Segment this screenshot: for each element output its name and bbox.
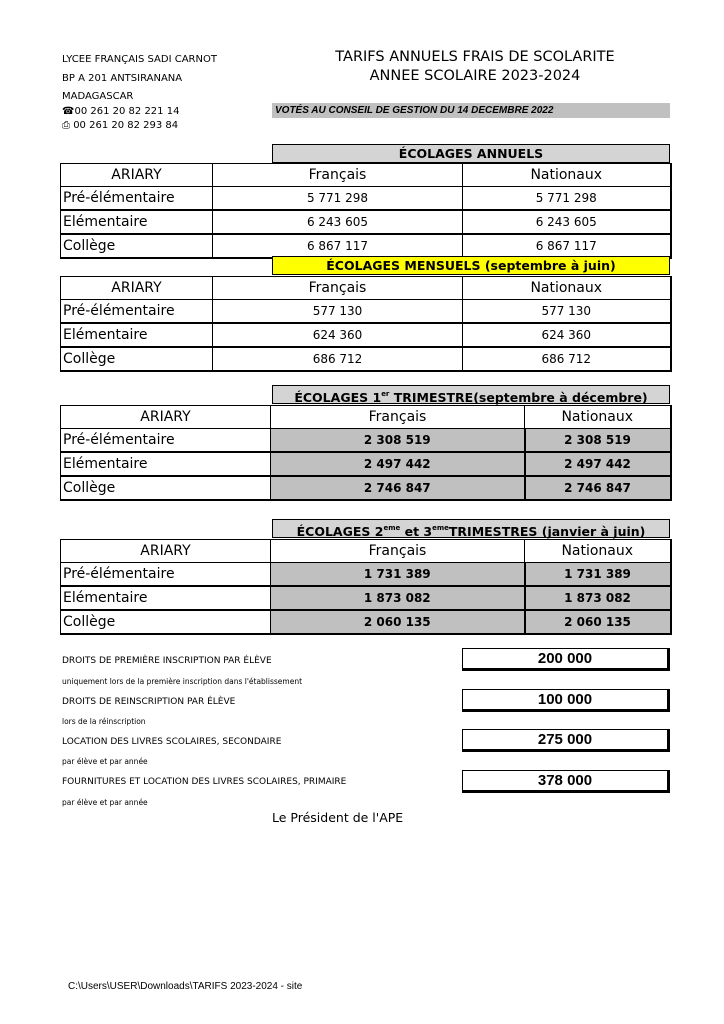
row-label: Pré-élémentaire (61, 429, 271, 453)
cell-national: 6 243 605 (463, 210, 671, 234)
cell-french: 2 497 442 (271, 452, 525, 476)
cell-french: 624 360 (213, 323, 463, 347)
row-label: Collège (61, 347, 213, 371)
table-row (61, 323, 671, 347)
row-label: Elémentaire (61, 586, 271, 610)
section-title-term1-sup: er (381, 390, 390, 398)
table-monthly (60, 276, 672, 372)
table-header-row (61, 277, 671, 300)
header-currency: ARIARY (61, 540, 271, 563)
fee-label: FOURNITURES ET LOCATION DES LIVRES SCOLAIRES, PRIMAIRE (62, 777, 347, 787)
fee-note: uniquement lors de la première inscription dans l'établissement (62, 677, 303, 686)
table-row (61, 187, 671, 211)
section-title-term23-b: TRIMESTRES (janvier à juin) (448, 524, 646, 539)
header-national: Nationaux (463, 164, 671, 187)
header-national: Nationaux (525, 406, 671, 429)
table-row (61, 452, 671, 476)
section-title-term23-mid: et 3 (400, 524, 433, 539)
fee-label: DROITS DE REINSCRIPTION PAR ÉLÈVE (62, 697, 236, 707)
row-label: Collège (61, 234, 213, 258)
cell-french: 2 308 519 (271, 429, 525, 453)
cell-national: 686 712 (463, 347, 671, 371)
page-title: TARIFS ANNUELS FRAIS DE SCOLARITE (335, 49, 615, 65)
cell-national: 624 360 (463, 323, 671, 347)
section-title-term23-sup2: eme (432, 524, 449, 532)
fee-note: lors de la réinscription (62, 717, 146, 726)
table-header-row (61, 406, 671, 429)
school-name: LYCEE FRANÇAIS SADI CARNOT (62, 54, 217, 65)
fee-amount: 100 000 (462, 689, 670, 712)
row-label: Pré-élémentaire (61, 187, 213, 211)
file-path: C:\Users\USER\Downloads\TARIFS 2023-2024 - site (68, 981, 303, 992)
row-label: Elémentaire (61, 323, 213, 347)
fee-amount: 275 000 (462, 729, 670, 752)
row-label: Collège (61, 476, 271, 500)
row-label: Elémentaire (61, 210, 213, 234)
header-currency: ARIARY (61, 164, 213, 187)
section-title-monthly: ÉCOLAGES MENSUELS (septembre à juin) (272, 256, 670, 275)
header-french: Français (213, 277, 463, 300)
cell-national: 2 060 135 (525, 610, 671, 634)
phone-number: 00 261 20 82 221 14 (74, 106, 180, 117)
section-title-term23-a: ÉCOLAGES 2 (296, 524, 384, 539)
fee-note: par élève et par année (62, 757, 148, 766)
cell-french: 1 873 082 (271, 586, 525, 610)
table-term1 (60, 405, 672, 501)
section-title-term23 (272, 519, 670, 538)
section-title-term23-sup1: eme (383, 524, 401, 532)
section-title-term1-a: ÉCOLAGES 1 (294, 390, 382, 405)
cell-french: 6 243 605 (213, 210, 463, 234)
cell-national: 2 497 442 (525, 452, 671, 476)
cell-national: 2 308 519 (525, 429, 671, 453)
cell-national: 1 873 082 (525, 586, 671, 610)
header-currency: ARIARY (61, 277, 213, 300)
school-phone (62, 106, 179, 118)
table-row (61, 476, 671, 500)
section-title-term1-b: TRIMESTRE(septembre à décembre) (389, 390, 648, 405)
fax-icon: ⎙ (62, 120, 70, 131)
header-french: Français (271, 540, 525, 563)
cell-french: 577 130 (213, 300, 463, 324)
fee-amount: 200 000 (462, 648, 670, 671)
signature-line: Le Président de l'APE (272, 810, 404, 825)
table-term23 (60, 539, 672, 635)
header-currency: ARIARY (61, 406, 271, 429)
header-national: Nationaux (463, 277, 671, 300)
cell-french: 2 746 847 (271, 476, 525, 500)
table-header-row (61, 540, 671, 563)
school-fax (62, 120, 178, 132)
header-national: Nationaux (525, 540, 671, 563)
school-po-box: BP A 201 ANTSIRANANA (62, 73, 183, 84)
fee-note: par élève et par année (62, 798, 148, 807)
fee-label: DROITS DE PREMIÈRE INSCRIPTION PAR ÉLÈVE (62, 656, 272, 666)
cell-national: 6 867 117 (463, 234, 671, 258)
section-title-term1 (272, 385, 670, 404)
header-french: Français (271, 406, 525, 429)
page-subtitle: ANNEE SCOLAIRE 2023-2024 (369, 68, 581, 84)
table-annual (60, 163, 672, 259)
table-row (61, 563, 671, 587)
table-row (61, 429, 671, 453)
phone-icon: ☎ (62, 106, 75, 117)
voted-banner: VOTÉS AU CONSEIL DE GESTION DU 14 DECEMBRE 2022 (272, 103, 670, 118)
table-row (61, 586, 671, 610)
cell-national: 577 130 (463, 300, 671, 324)
table-header-row (61, 164, 671, 187)
row-label: Pré-élémentaire (61, 300, 213, 324)
school-country: MADAGASCAR (62, 91, 134, 102)
fee-label: LOCATION DES LIVRES SCOLAIRES, SECONDAIRE (62, 737, 282, 747)
cell-national: 2 746 847 (525, 476, 671, 500)
table-row (61, 210, 671, 234)
table-row (61, 347, 671, 371)
row-label: Elémentaire (61, 452, 271, 476)
table-row (61, 300, 671, 324)
header-french: Français (213, 164, 463, 187)
cell-french: 2 060 135 (271, 610, 525, 634)
cell-french: 6 867 117 (213, 234, 463, 258)
cell-french: 686 712 (213, 347, 463, 371)
cell-national: 1 731 389 (525, 563, 671, 587)
fax-number: 00 261 20 82 293 84 (73, 120, 179, 131)
cell-french: 1 731 389 (271, 563, 525, 587)
cell-french: 5 771 298 (213, 187, 463, 211)
table-row (61, 234, 671, 258)
cell-national: 5 771 298 (463, 187, 671, 211)
row-label: Pré-élémentaire (61, 563, 271, 587)
fee-amount: 378 000 (462, 770, 670, 793)
table-row (61, 610, 671, 634)
row-label: Collège (61, 610, 271, 634)
section-title-annual: ÉCOLAGES ANNUELS (272, 144, 670, 163)
